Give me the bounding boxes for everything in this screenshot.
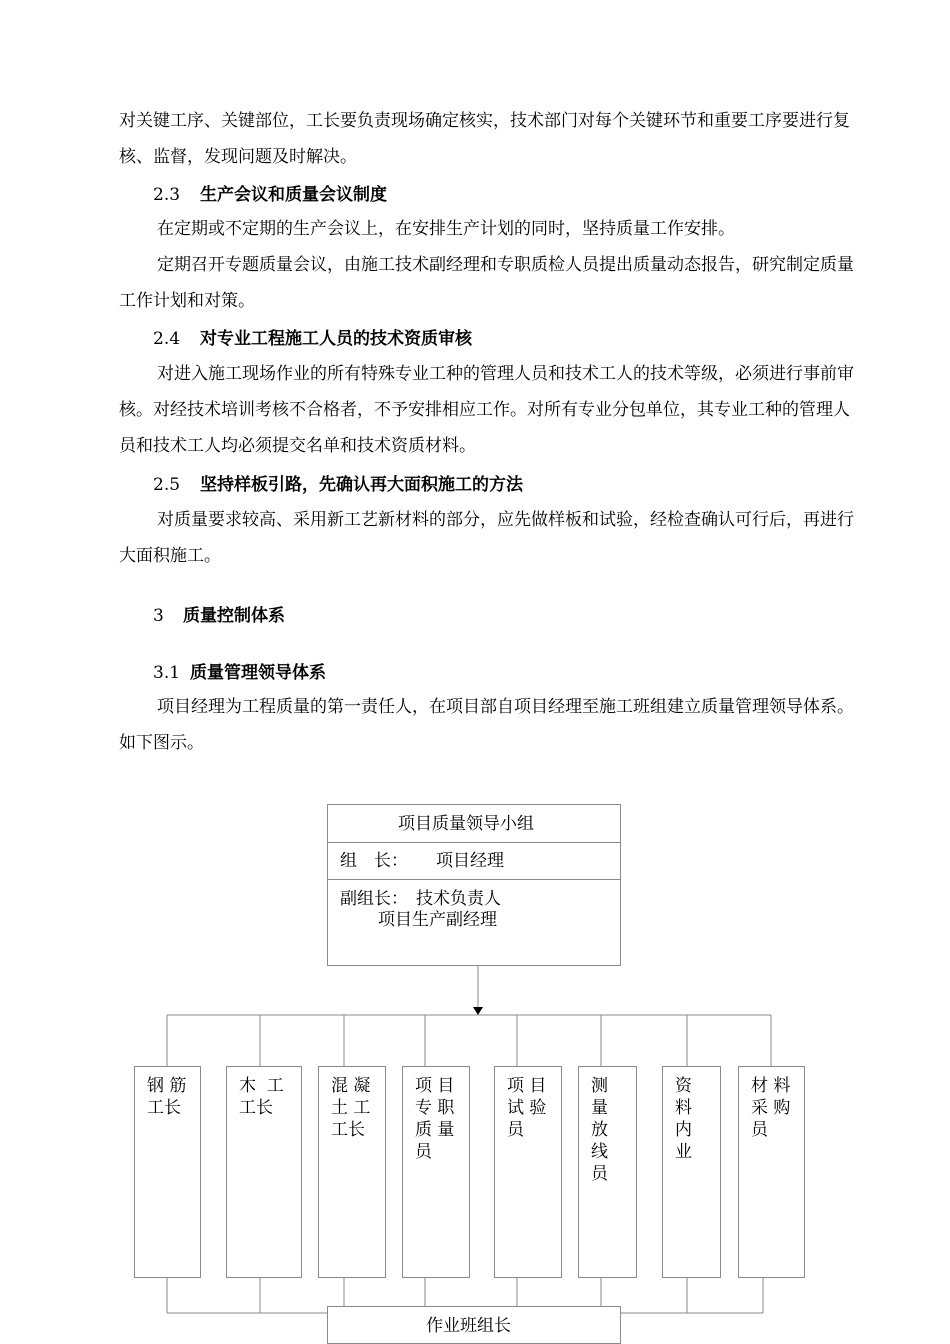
paragraph-quality-meeting: 定期召开专题质量会议，由施工技术副经理和专职质检人员提出质量动态报告，研究制定质量工作计划和对策。 — [119, 255, 854, 311]
org-role-box — [318, 1066, 386, 1278]
heading-title: 生产会议和质量会议制度 — [200, 185, 387, 205]
heading-title: 质量控制体系 — [183, 606, 285, 626]
paragraph-qualification-review: 对进入施工现场作业的所有特殊专业工种的管理人员和技术工人的技术等级，必须进行事前审核。对经技术培训考核不合格者，不予安排相应工作。对所有专业分包单位，其专业工种的管理人员和技术工人均必须提交名单和技术资质材料。 — [119, 364, 854, 456]
heading-number: 2.5 — [153, 475, 181, 495]
org-role-label: 木 工 工长 — [239, 1076, 284, 1118]
org-bottom-label: 作业班组长 — [426, 1316, 511, 1336]
org-role-box — [662, 1066, 721, 1278]
heading-number: 2.4 — [153, 329, 181, 349]
org-role-box — [226, 1066, 302, 1278]
org-role-label: 钢 筋 工长 — [147, 1076, 187, 1118]
org-divider — [328, 842, 620, 843]
org-deputy-value-2: 项目生产副经理 — [378, 910, 497, 930]
paragraph-production-meeting: 在定期或不定期的生产会议上，在安排生产计划的同时，坚持质量工作安排。 — [157, 219, 735, 239]
org-deputy-label: 副组长： — [340, 889, 408, 909]
org-role-box — [738, 1066, 805, 1278]
org-divider — [328, 879, 620, 880]
org-leader-label: 组 长： — [340, 851, 408, 871]
org-role-label: 资 料 内 业 — [675, 1076, 692, 1162]
org-role-label: 项 目 试 验 员 — [507, 1076, 547, 1140]
org-role-box — [134, 1066, 201, 1278]
heading-number: 3 — [153, 606, 164, 626]
heading-title: 对专业工程施工人员的技术资质审核 — [200, 329, 472, 349]
org-role-label: 材 料 采 购 员 — [751, 1076, 791, 1140]
org-deputy-value-1: 技术负责人 — [416, 889, 501, 909]
heading-title: 坚持样板引路，先确认再大面积施工的方法 — [200, 475, 523, 495]
paragraph-leadership-system: 项目经理为工程质量的第一责任人，在项目部自项目经理至施工班组建立质量管理领导体系。如下图示。 — [119, 697, 854, 753]
heading-number: 2.3 — [153, 185, 181, 205]
org-leader-value: 项目经理 — [436, 851, 504, 871]
org-bottom-box — [327, 1306, 621, 1344]
heading-title: 质量管理领导体系 — [190, 663, 326, 683]
heading-number: 3.1 — [153, 663, 181, 683]
org-role-box — [402, 1066, 470, 1278]
org-role-label: 测 量 放 线 员 — [591, 1076, 608, 1184]
arrow-down-icon — [473, 1007, 483, 1015]
org-role-label: 项 目 专 职 质 量 员 — [415, 1076, 455, 1162]
org-role-box — [578, 1066, 637, 1278]
org-top-box — [327, 804, 621, 966]
org-role-label: 混 凝 土 工 工长 — [331, 1076, 371, 1140]
paragraph-key-process: 对关键工序、关键部位，工长要负责现场确定核实，技术部门对每个关键环节和重要工序要进行复核、监督，发现问题及时解决。 — [119, 111, 850, 167]
paragraph-sample-first: 对质量要求较高、采用新工艺新材料的部分，应先做样板和试验，经检查确认可行后，再进行大面积施工。 — [119, 510, 854, 566]
org-top-title: 项目质量领导小组 — [398, 814, 534, 834]
org-role-box — [494, 1066, 562, 1278]
